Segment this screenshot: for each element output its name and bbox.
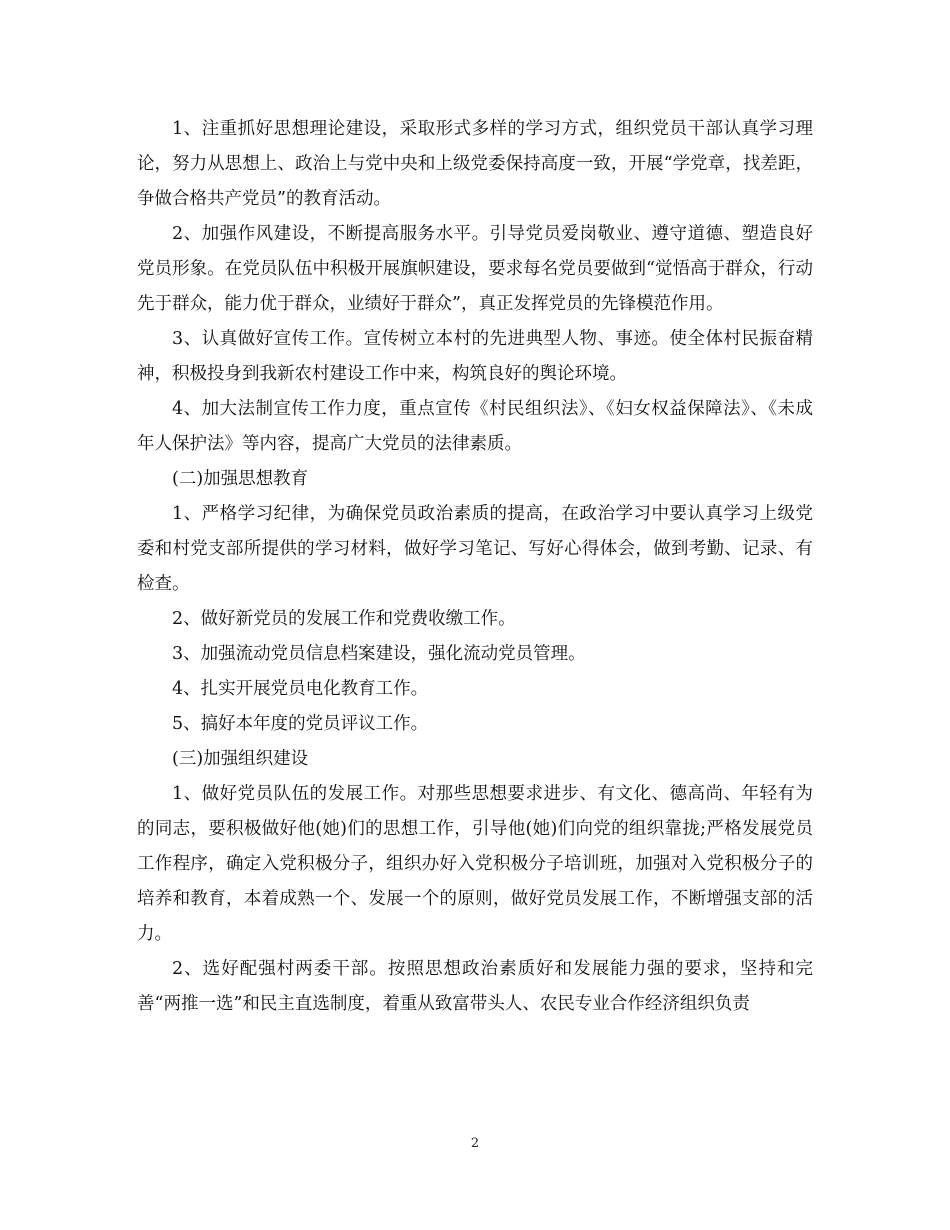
paragraph: 3、认真做好宣传工作。宣传树立本村的先进典型人物、事迹。使全体村民振奋精神，积极投身到我新农村建设工作中来，构筑良好的舆论环境。 — [137, 329, 813, 384]
paragraph: 1、注重抓好思想理论建设，采取形式多样的学习方式，组织党员干部认真学习理论，努力从思想上、政治上与党中央和上级党委保持高度一致，开展“学党章，找差距，争做合格共产党员”的教育活动。 — [137, 119, 813, 209]
paragraph: 4、加大法制宣传工作力度，重点宣传《村民组织法》、《妇女权益保障法》、《未成年人保护法》等内容，提高广大党员的法律素质。 — [137, 399, 813, 454]
section-heading: (三)加强组织建设 — [172, 749, 309, 769]
paragraph: 3、加强流动党员信息档案建设，强化流动党员管理。 — [172, 644, 586, 664]
paragraph: 2、选好配强村两委干部。按照思想政治素质好和发展能力强的要求，坚持和完善“两推一选”和民主直选制度，着重从致富带头人、农民专业合作经济组织负责 — [137, 959, 813, 1014]
document-body — [137, 112, 813, 1022]
paragraph: 2、做好新党员的发展工作和党费收缴工作。 — [172, 609, 516, 629]
paragraph: 1、做好党员队伍的发展工作。对那些思想要求进步、有文化、德高尚、年轻有为的同志，要积极做好他(她)们的思想工作，引导他(她)们向党的组织靠拢;严格发展党员工作程序，确定入党积极分子，组织办好入党积极分子培训班，加强对入党积极分子的培养和教育，本着成熟一个、发展一个的原则，做好党员发展工作，不断增强支部的活力。 — [137, 784, 813, 944]
paragraph: 4、扎实开展党员电化教育工作。 — [172, 679, 429, 699]
paragraph: 2、加强作风建设，不断提高服务水平。引导党员爱岗敬业、遵守道德、塑造良好党员形象。在党员队伍中积极开展旗帜建设，要求每名党员要做到“觉悟高于群众，行动先于群众，能力优于群众，业绩好于群众”，真正发挥党员的先锋模范作用。 — [137, 224, 813, 314]
page-number: 2 — [470, 1136, 480, 1151]
paragraph: 1、严格学习纪律，为确保党员政治素质的提高，在政治学习中要认真学习上级党委和村党支部所提供的学习材料，做好学习笔记、写好心得体会，做到考勤、记录、有检查。 — [137, 504, 813, 594]
paragraph: 5、搞好本年度的党员评议工作。 — [172, 714, 429, 734]
section-heading: (二)加强思想教育 — [172, 469, 309, 489]
